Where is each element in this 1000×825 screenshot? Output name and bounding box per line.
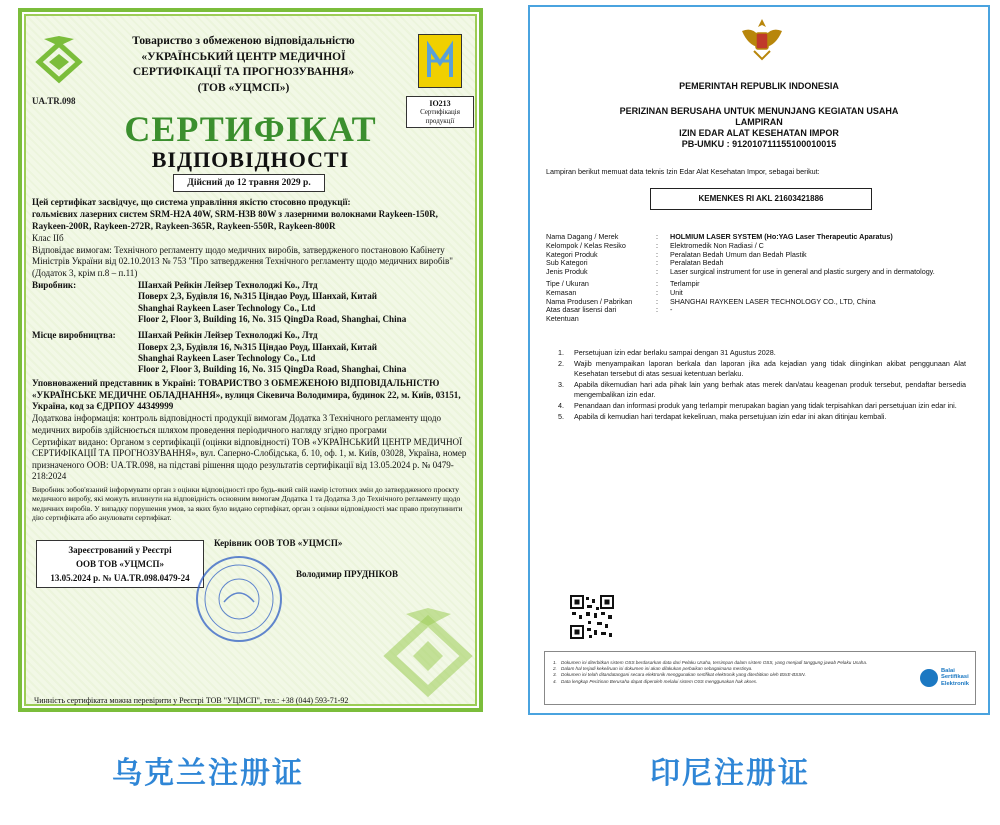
list-item — [546, 380, 966, 399]
row-colon: : — [656, 296, 658, 306]
registry-line: Зареєстрований у Реєстрі — [68, 545, 172, 555]
provisions-list — [546, 348, 966, 424]
issuer-header — [96, 34, 391, 96]
row-value: Unit — [670, 287, 683, 297]
manufacturer-label: Виробник: — [32, 280, 77, 291]
list-text: Apabila di kemudian hari terdapat kekeliruan, maka persetujuan izin edar ini akan ditinjau kembali. — [574, 412, 887, 422]
attachment-intro: Lampiran berikut memuat data teknis Izin Edar Alat Kesehatan Impor, sebagai berikut: — [546, 167, 820, 176]
address-line: Шанхай Рейкін Лейзер Технолоджі Ко., Лтд — [138, 280, 318, 291]
ukrainian-conformity-mark-icon — [423, 39, 457, 83]
row-colon: : — [656, 267, 658, 277]
permit-number: PB-UMKU : 912010711155100010015 — [681, 139, 837, 149]
address-line: Shanghai Raykeen Laser Technology Co., Ltd — [138, 352, 316, 363]
authorized-representative: Уповноважений представник в Україні: ТОВАРИСТВО З ОБМЕЖЕНОЮ ВІДПОВІДАЛЬНІСТЮ «УКРАЇНСЬКЕ МЕДИЧНЕ ОБЛАДНАННЯ», вулиця Сікевича Володимира, будинок 22, м. Київ, 03151, Україна, код за ЄДРПОУ 44349999 — [32, 378, 461, 412]
signer-name: Володимир ПРУДНІКОВ — [296, 569, 398, 579]
site-row — [32, 330, 467, 375]
row-key: Tipe / Ukuran — [546, 278, 589, 288]
footnote-number: 4. — [553, 678, 557, 684]
address-line: Floor 2, Floor 3, Building 16, No. 315 QingDa Road, Shanghai, China — [138, 364, 407, 375]
list-number: 2. — [558, 359, 564, 369]
row-value: SHANGHAI RAYKEEN LASER TECHNOLOGY CO., LTD, China — [670, 296, 876, 306]
certification-body-code: UA.TR.098 — [32, 96, 76, 106]
row-key: Jenis Produk — [546, 267, 588, 277]
certificate-intro: Цей сертифікат засвідчує, що система управління якістю стосовно продукції: — [32, 197, 351, 207]
manufacturer-obligation: Виробник зобов'язаний інформувати орган з оцінки відповідності про будь-який свій намір істотних змін до затвердженого проєкту медичного виробу, які можуть вплинути на відповідність основним вимогам Додатка 1 та Додатка 3 до Технічного регламенту щодо медичних виробів. У випадку порушення умов, за яких було видано сертифікат, орган з оцінки відповідності має право призупинити дію сертифіката або анулювати сертифікат. — [32, 485, 463, 522]
issuer-header-line: СЕРТИФІКАЦІЇ ТА ПРОГНОЗУВАННЯ» — [132, 66, 355, 78]
row-colon: : — [656, 287, 658, 297]
decorative-logo-icon — [381, 606, 476, 701]
product-certification-code: IO213 — [429, 99, 451, 108]
certificate-title: СЕРТИФІКАТ — [124, 109, 377, 149]
list-number: 5. — [558, 412, 564, 422]
footnote-number: 3. — [553, 672, 557, 678]
footnote-number: 1. — [553, 660, 557, 665]
footnote-box — [544, 651, 976, 705]
row-value: Elektromedik Non Radiasi / C — [670, 240, 764, 250]
list-text: Penandaan dan informasi produk yang terlampir merupakan bagian yang tidak terpisahkan dari persetujuan izin edar ini. — [574, 401, 957, 411]
footnote-text: Dalam hal terjadi kekeliruan isi dokumen ini akan dilakukan perbaikan sebagaimana mestinya. — [561, 666, 753, 672]
registry-line: 13.05.2024 р. № UA.TR.098.0479-24 — [50, 573, 190, 583]
certificate-subtitle: ВІДПОВІДНОСТІ — [151, 147, 350, 172]
certificate-body — [32, 197, 467, 523]
list-number: 1. — [558, 348, 564, 357]
footnote-text: Dokumen ini diterbitkan sistem OSS berdasarkan data dari Pelaku Usaha, tersimpan dalam sistem OSS, yang menjadi tanggung jawab Pelaku Usaha. — [561, 660, 868, 665]
issuer-header-line: «УКРАЇНСЬКИЙ ЦЕНТР МЕДИЧНОЇ — [141, 50, 346, 63]
bsre-logo-line: Elektronik — [940, 680, 969, 687]
row-value: Peralatan Bedah — [670, 258, 724, 268]
registry-box — [36, 540, 204, 588]
list-item — [546, 359, 966, 378]
product-data-table — [546, 233, 976, 324]
conformity-mark — [418, 34, 462, 88]
address-line: Shanghai Raykeen Laser Technology Co., Ltd — [138, 302, 316, 313]
site-label: Місце виробництва: — [32, 330, 116, 341]
row-value: - — [670, 305, 673, 315]
indonesia-caption: 印尼注册证 — [650, 756, 810, 791]
footnote-item — [553, 679, 883, 685]
requirements-text: Відповідає вимогам: Технічного регламенту щодо медичних виробів, затвердженого постановою Кабінету Міністрів України від 02.10.2013 № 753 "Про затвердження Технічного регламенту щодо медичних виробів" (Додаток 3, крім п.8 – п.11) — [32, 245, 454, 278]
bsre-logo-line: Sertifikasi — [940, 674, 969, 681]
row-key: Nama Produsen / Pabrikan — [546, 296, 633, 306]
list-text: Apabila dikemudian hari ada pihak lain yang berhak atas merek dan/atau keagenan produk tersebut, pendaftar bersedia mengembalikan izin edar. — [574, 380, 966, 399]
row-value: HOLMIUM LASER SYSTEM (Ho:YAG Laser Therapeutic Aparatus) — [670, 232, 893, 241]
manufacturer-address — [138, 280, 467, 325]
footnote-text: Dokumen ini telah ditandatangani secara elektronik menggunakan sertifikat elektronik yang diterbitkan oleh BSrE-BSSN. — [561, 672, 806, 678]
table-row — [546, 280, 976, 289]
bsre-logo — [920, 668, 969, 687]
address-line: Шанхай Рейкін Лейзер Технолоджі Ко., Лтд — [138, 330, 318, 341]
uctsp-logo-icon — [34, 34, 84, 92]
product-list: гольмієвих лазерних систем SRM-H2A 40W, SRM-H3B 80W з лазерними волокнами Raykeen-150R, Raykeen-200R, Raykeen-272R, Raykeen-365R, Raykeen-550R, Raykeen-800R — [32, 209, 438, 231]
list-text: Wajib menyampaikan laporan berkala dan laporan jika ada kejadian yang tidak diinginkan akibat penggunaan Alat Kesehatan tersebut di atas sesuai ketentuan berlaku. — [574, 359, 966, 378]
row-value: Terlampir — [670, 278, 700, 288]
row-colon: : — [656, 249, 658, 259]
row-key: Kelompok / Kelas Resiko — [546, 240, 626, 250]
issuer-header-line: (ТОВ «УЦМСП») — [197, 81, 290, 94]
list-item — [546, 348, 966, 357]
additional-info: Додаткова інформація: контроль відповідності продукції вимогам Додатка 3 Технічного регламенту щодо медичних виробів здійснюється шляхом проведення періодичного нагляду згідно програми — [32, 413, 441, 435]
row-colon: : — [656, 305, 658, 315]
head-label: Керівник ООВ ТОВ «УЦМСП» — [214, 538, 343, 548]
row-colon: : — [656, 278, 658, 288]
bsre-logo-icon — [920, 669, 938, 687]
address-line: Поверх 2,3, Будівля 16, №315 Ціндао Роуд, Шанхай, Китай — [138, 291, 377, 302]
permit-title — [530, 106, 988, 128]
address-line: Floor 2, Floor 3, Building 16, No. 315 QingDa Road, Shanghai, China — [138, 313, 407, 324]
row-key: Atas dasar lisensi dari — [546, 305, 617, 315]
row-value: Laser surgical instrument for use in general and plastic surgery and in dermatology. — [670, 267, 935, 277]
product-certification-label: Сертифікація продукції — [420, 108, 460, 125]
government-header: PEMERINTAH REPUBLIK INDONESIA — [679, 81, 839, 91]
permit-subtitle-line: IZIN EDAR ALAT KESEHATAN IMPOR — [679, 128, 839, 138]
list-item — [546, 401, 966, 410]
certificate-footer: Чинність сертифіката можна перевірити у Реєстрі ТОВ "УЦМСП", тел.: +38 (044) 593-71-92 — [34, 696, 349, 705]
footnote-list — [553, 660, 883, 685]
registry-line: ООВ ТОВ «УЦМСП» — [76, 559, 164, 569]
list-number: 4. — [558, 401, 564, 411]
table-row — [546, 251, 976, 260]
row-key: Nama Dagang / Merek — [546, 232, 619, 241]
permit-title-line: LAMPIRAN — [735, 117, 783, 127]
row-key: Kategori Produk — [546, 249, 598, 259]
row-colon: : — [656, 232, 658, 241]
indonesia-certificate — [528, 5, 990, 715]
address-line: Поверх 2,3, Будівля 16, №315 Ціндао Роуд, Шанхай, Китай — [138, 341, 377, 352]
row-colon: : — [656, 240, 658, 250]
garuda-emblem-icon — [736, 13, 788, 65]
ukraine-certificate — [18, 8, 483, 712]
manufacturer-row — [32, 280, 467, 325]
ukraine-certificate-inner — [24, 14, 477, 706]
issuer-header-line: Товариство з обмеженою відповідальністю — [132, 35, 355, 47]
registration-number-box: KEMENKES RI AKL 21603421886 — [650, 188, 872, 210]
footnote-text: Data lengkap Perizinan Berusaha dapat diperoleh melalui sistem OSS menggunakan hak akses. — [561, 678, 758, 684]
footnote-number: 2. — [553, 666, 557, 672]
ukraine-caption: 乌克兰注册证 — [112, 756, 304, 791]
official-stamp-icon — [194, 554, 284, 644]
row-colon: : — [656, 258, 658, 268]
row-key: Sub Kategori — [546, 258, 588, 268]
provisions-heading: Ketentuan — [546, 314, 579, 324]
permit-subtitle — [530, 128, 988, 150]
list-text: Persetujuan izin edar berlaku sampai dengan 31 Agustus 2028. — [574, 348, 776, 357]
list-number: 3. — [558, 380, 564, 390]
row-key: Kemasan — [546, 287, 577, 297]
validity-date: Дійсний до 12 травня 2029 р. — [173, 174, 325, 192]
row-value: Peralatan Bedah Umum dan Bedah Plastik — [670, 249, 807, 259]
permit-title-line: PERIZINAN BERUSAHA UNTUK MENUNJANG KEGIATAN USAHA — [619, 106, 899, 116]
site-address — [138, 330, 467, 375]
issued-by: Сертифікат видано: Органом з сертифікації (оцінки відповідності) ТОВ «УКРАЇНСЬКИЙ ЦЕНТР МЕДИЧНОЇ СЕРТИФІКАЦІЇ ТА ПРОГНОЗУВАННЯ», вул. Саперно-Слобідська, б. 10, оф. 1, м. Київ, 03028, Україна, номер призначеного ООВ: UA.TR.098, на підставі рішення щодо результатів сертифікації від 13.05.2024 р. № 0479-218:2024 — [32, 436, 467, 481]
product-class: Клас IIб — [32, 232, 64, 243]
table-row — [546, 306, 976, 315]
list-item — [546, 412, 966, 421]
bsre-logo-line: Balai — [940, 668, 955, 674]
bsre-logo-text — [941, 668, 969, 687]
table-row — [546, 268, 976, 277]
qr-code-icon — [570, 595, 614, 639]
